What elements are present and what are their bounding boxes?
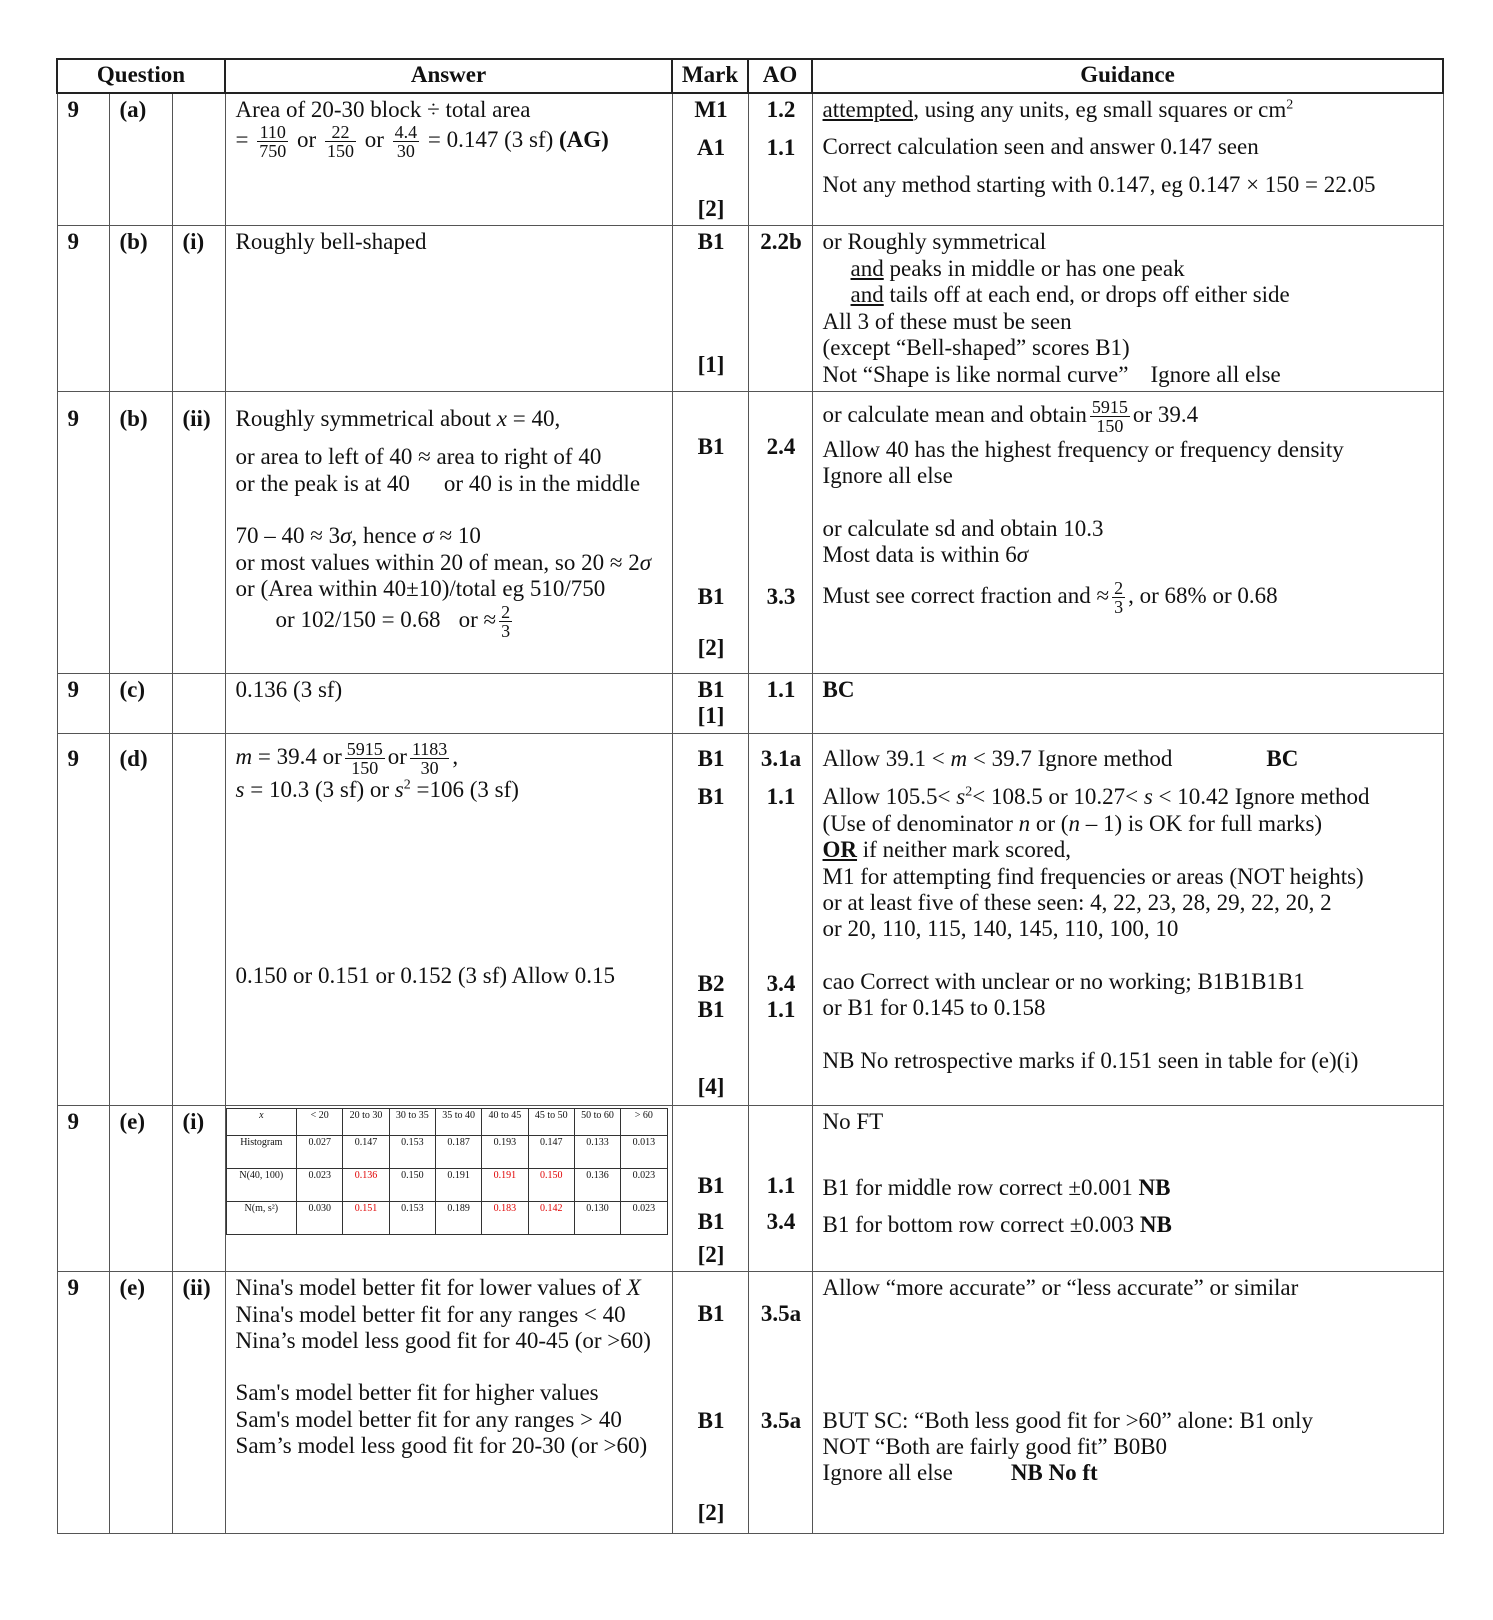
guidance-line: Most data is within 6σ — [822, 542, 1029, 568]
guidance-line: Ignore all else NB No ft — [822, 1460, 1098, 1486]
guidance-line: Allow “more accurate” or “less accurate” or similar — [822, 1275, 1299, 1301]
answer-cell: Roughly bell-shaped — [225, 226, 672, 392]
comparison-header-row — [226, 1108, 667, 1135]
answer-cell — [225, 1105, 672, 1271]
table-header-cell: > 60 — [621, 1108, 667, 1135]
or-text: or — [364, 127, 384, 153]
guidance-line: BUT SC: “Both less good fit for >60” alone: B1 only — [822, 1407, 1313, 1433]
ao-cell — [748, 673, 812, 733]
question-number: 9 — [57, 391, 109, 673]
ao-cell — [748, 226, 812, 392]
mark-total: [2] — [697, 1241, 725, 1267]
guidance-line: or Roughly symmetrical — [822, 229, 1047, 255]
table-cell: 0.136 — [343, 1168, 389, 1201]
question-subpart: (ii) — [172, 1272, 225, 1534]
answer-line: s = 10.3 (3 sf) or $s^2 =106$ (3 sf) — [235, 776, 519, 802]
mark-code: B1 — [697, 1209, 725, 1235]
ao-code: 3.1a — [760, 745, 802, 771]
ao-code: 1.1 — [766, 676, 796, 702]
ao-cell — [748, 1272, 812, 1534]
answer-cell — [225, 1272, 672, 1534]
table-cell: 0.142 — [528, 1201, 574, 1234]
answer-line: Sam's model better fit for any ranges > 40 — [235, 1406, 622, 1432]
question-number: 9 — [57, 1272, 109, 1534]
table-cell: 0.023 — [621, 1168, 667, 1201]
mark-code: B1 — [697, 745, 725, 771]
mark-code: M1 — [694, 97, 728, 122]
table-header-cell: 45 to 50 — [528, 1108, 574, 1135]
ao-code: 3.5a — [760, 1407, 802, 1433]
table-cell: 0.133 — [574, 1135, 620, 1168]
guidance-line: Allow $105.5< s^2< 108.5$ or 10.27< s < 10.42 Ignore method — [822, 784, 1370, 810]
ao-code: 3.4 — [766, 1209, 796, 1235]
answer-line: Nina’s model less good fit for 40-45 (or >60) — [235, 1328, 651, 1353]
question-subpart: (i) — [172, 226, 225, 392]
guidance-cell — [812, 1105, 1443, 1271]
question-part: (d) — [109, 733, 172, 1105]
table-cell: 0.150 — [389, 1168, 435, 1201]
row-9ei — [57, 1105, 1443, 1271]
guidance-line: and tails off at each end, or drops off either side — [850, 282, 1290, 308]
mark-scheme-table — [56, 58, 1444, 1534]
question-number: 9 — [57, 93, 109, 226]
answer-line: Nina's model better fit for any ranges < 40 — [235, 1301, 626, 1327]
question-part: (c) — [109, 673, 172, 733]
guidance-line: B1 for middle row correct ±0.001 NB — [822, 1175, 1171, 1201]
question-part: (b) — [109, 391, 172, 673]
table-row-sam — [226, 1201, 667, 1234]
mark-total: [1] — [697, 351, 725, 377]
question-subpart — [172, 93, 225, 226]
table-cell: 0.027 — [297, 1135, 343, 1168]
question-subpart: (i) — [172, 1105, 225, 1271]
table-header-cell: x — [226, 1108, 297, 1135]
mark-code: A1 — [696, 135, 726, 161]
ao-cell — [748, 733, 812, 1105]
table-cell: 0.183 — [482, 1201, 528, 1234]
ag-label: (AG) — [559, 127, 609, 153]
guidance-line: M1 for attempting find frequencies or areas (NOT heights) — [822, 863, 1364, 889]
mark-code: B1 — [697, 1301, 725, 1327]
ao-code: 1.1 — [766, 1172, 796, 1198]
answer-line: or area to left of 40 ≈ area to right of 40 — [235, 444, 602, 470]
row-label: N(m, s²) — [226, 1201, 297, 1234]
table-header-cell: < 20 — [297, 1108, 343, 1135]
guidance-line: attempted, using any units, eg small squares or $cm^2$ — [822, 97, 1294, 122]
mark-cell — [672, 226, 748, 392]
guidance-line: cao Correct with unclear or no working; B1B1B1B1 — [822, 968, 1305, 994]
table-cell: 0.030 — [297, 1201, 343, 1234]
mark-code: B1 — [697, 1172, 725, 1198]
guidance-cell — [812, 391, 1443, 673]
guidance-cell — [812, 226, 1443, 392]
fraction: $\frac{110}{750}$ — [259, 122, 287, 162]
header-mark: Mark — [672, 59, 748, 93]
ao-cell — [748, 93, 812, 226]
guidance-line: (except “Bell-shaped” scores B1) — [822, 335, 1130, 361]
guidance-line: or 20, 110, 115, 140, 145, 110, 100, 10 — [822, 916, 1179, 942]
mark-cell — [672, 1105, 748, 1271]
guidance-cell: BC — [812, 673, 1443, 733]
fraction: $\frac{4.4}{30}$ — [394, 122, 418, 162]
guidance-line: OR if neither mark scored, — [822, 837, 1071, 863]
ao-code: 1.2 — [766, 97, 796, 122]
table-cell: 0.023 — [621, 1201, 667, 1234]
answer-line: Sam’s model less good fit for 20-30 (or >60) — [235, 1433, 648, 1459]
guidance-line: or B1 for 0.145 to 0.158 — [822, 995, 1046, 1021]
answer-line: Roughly symmetrical about x = 40, — [235, 405, 561, 431]
guidance-line: or calculate sd and obtain 10.3 — [822, 515, 1104, 541]
question-part: (b) — [109, 226, 172, 392]
guidance-cell — [812, 93, 1443, 226]
guidance-line: or at least five of these seen: 4, 22, 23, 28, 29, 22, 20, 2 — [822, 890, 1332, 915]
row-9eii — [57, 1272, 1443, 1534]
question-part: (a) — [109, 93, 172, 226]
mark-code: B1 — [697, 433, 725, 459]
or-text: or — [297, 127, 317, 153]
table-header-cell: 50 to 60 — [574, 1108, 620, 1135]
table-header-cell: 30 to 35 — [389, 1108, 435, 1135]
table-cell: 0.136 — [574, 1168, 620, 1201]
mark-total: [1] — [697, 703, 725, 729]
table-cell: 0.191 — [482, 1168, 528, 1201]
ao-cell — [748, 391, 812, 673]
mark-cell — [672, 1272, 748, 1534]
answer-line: Nina's model better fit for lower values of X — [235, 1275, 641, 1301]
mark-code: B2 — [697, 970, 725, 996]
row-9c — [57, 673, 1443, 733]
guidance-line: No FT — [822, 1108, 884, 1134]
question-part: (e) — [109, 1105, 172, 1271]
question-subpart — [172, 673, 225, 733]
mark-code: B1 — [697, 229, 725, 255]
answer-line: or (Area within 40±10)/total eg 510/750 — [235, 576, 606, 602]
ao-code: 1.1 — [766, 997, 796, 1023]
row-9a — [57, 93, 1443, 226]
question-subpart: (ii) — [172, 391, 225, 673]
fraction: $\frac{22}{150}$ — [326, 122, 354, 162]
mark-total: [2] — [697, 634, 725, 660]
guidance-line: Must see correct fraction and ≈ $\frac{2}{3}$ , or 68% or 0.68 — [822, 577, 1278, 617]
question-number: 9 — [57, 226, 109, 392]
guidance-line: NOT “Both are fairly good fit” B0B0 — [822, 1434, 1168, 1459]
row-9bi — [57, 226, 1443, 392]
table-cell: 0.153 — [389, 1201, 435, 1234]
table-header-cell: 40 to 45 — [482, 1108, 528, 1135]
result-text: = 0.147 (3 sf) — [427, 127, 554, 153]
guidance-line: Allow 39.1 < m < 39.7 Ignore method BC — [822, 745, 1299, 771]
guidance-line: (Use of denominator n or (n – 1) is OK for full marks) — [822, 810, 1323, 836]
guidance-line: B1 for bottom row correct ±0.003 NB — [822, 1211, 1172, 1237]
row-label: Histogram — [226, 1135, 297, 1168]
answer-cell — [225, 391, 672, 673]
answer-line — [236, 123, 664, 160]
equals-sign: = — [235, 127, 249, 153]
ao-code: 3.4 — [766, 970, 796, 996]
mark-code: B1 — [697, 676, 725, 702]
question-number: 9 — [57, 733, 109, 1105]
question-part: (e) — [109, 1272, 172, 1534]
question-number: 9 — [57, 673, 109, 733]
guidance-line: Correct calculation seen and answer 0.147 seen — [822, 134, 1259, 160]
header-ao: AO — [748, 59, 812, 93]
ao-code: 1.1 — [766, 784, 796, 810]
mark-cell — [672, 93, 748, 226]
table-cell: 0.189 — [435, 1201, 481, 1234]
answer-line: or 102/150 = 0.68 or ≈ $\frac{2}{3}$ — [275, 601, 511, 641]
table-cell: 0.013 — [621, 1135, 667, 1168]
question-subpart — [172, 733, 225, 1105]
answer-cell — [225, 93, 672, 226]
mark-code: B1 — [697, 584, 725, 610]
table-cell: 0.147 — [528, 1135, 574, 1168]
table-cell: 0.191 — [435, 1168, 481, 1201]
guidance-line: and peaks in middle or has one peak — [850, 255, 1185, 281]
guidance-line: Allow 40 has the highest frequency or frequency density — [822, 436, 1344, 462]
guidance-line: Not any method starting with 0.147, eg 0.147 × 150 = 22.05 — [822, 171, 1376, 197]
mark-total: [4] — [697, 1073, 725, 1099]
answer-line: m = 39.4 or $\frac{5915}{150}$ or $\frac{1183}{30}$ , — [235, 738, 459, 778]
table-cell: 0.147 — [343, 1135, 389, 1168]
ao-code: 3.3 — [766, 584, 796, 610]
mark-code: B1 — [697, 997, 725, 1023]
table-cell: 0.150 — [528, 1168, 574, 1201]
table-cell: 0.153 — [389, 1135, 435, 1168]
header-row — [57, 59, 1443, 93]
table-header-cell: 20 to 30 — [343, 1108, 389, 1135]
ao-code: 1.1 — [766, 135, 796, 161]
answer-line: 0.150 or 0.151 or 0.152 (3 sf) Allow 0.15 — [235, 963, 616, 989]
mark-code: B1 — [697, 784, 725, 810]
answer-line: Area of 20-30 block ÷ total area — [235, 97, 531, 122]
header-guidance: Guidance — [812, 59, 1443, 93]
table-cell: 0.130 — [574, 1201, 620, 1234]
question-number: 9 — [57, 1105, 109, 1271]
ao-code: 2.4 — [766, 433, 796, 459]
mark-scheme-sheet — [56, 58, 1442, 1534]
mark-total: [2] — [697, 195, 725, 221]
table-row-nina — [226, 1168, 667, 1201]
answer-line: Sam's model better fit for higher values — [235, 1380, 599, 1406]
guidance-line: Ignore all else — [822, 463, 953, 489]
table-cell: 0.023 — [297, 1168, 343, 1201]
answer-line: or most values within 20 of mean, so 20 ≈ 2σ — [235, 549, 652, 575]
answer-cell — [225, 733, 672, 1105]
header-question: Question — [57, 59, 225, 93]
guidance-line: All 3 of these must be seen — [822, 308, 1072, 334]
ao-cell — [748, 1105, 812, 1271]
guidance-cell — [812, 1272, 1443, 1534]
mark-cell — [672, 391, 748, 673]
row-9bii — [57, 391, 1443, 673]
mark-total: [2] — [697, 1500, 725, 1525]
answer-line: 70 – 40 ≈ 3σ, hence σ ≈ 10 — [235, 523, 481, 549]
table-row-histogram — [226, 1135, 667, 1168]
guidance-line: NB No retrospective marks if 0.151 seen in table for (e)(i) — [822, 1047, 1359, 1073]
answer-line: or the peak is at 40 or 40 is in the middle — [235, 470, 641, 496]
ao-code: 3.5a — [760, 1301, 802, 1327]
answer-cell: 0.136 (3 sf) — [225, 673, 672, 733]
mark-code: B1 — [697, 1407, 725, 1433]
mark-cell — [672, 733, 748, 1105]
row-9d — [57, 733, 1443, 1105]
table-cell: 0.193 — [482, 1135, 528, 1168]
comparison-table — [226, 1108, 668, 1235]
ao-code: 2.2b — [760, 229, 802, 255]
table-header-cell: 35 to 40 — [435, 1108, 481, 1135]
guidance-line: or calculate mean and obtain $\frac{5915}{150}$ or 39.4 — [822, 396, 1199, 436]
guidance-cell — [812, 733, 1443, 1105]
table-cell: 0.187 — [435, 1135, 481, 1168]
table-cell: 0.151 — [343, 1201, 389, 1234]
guidance-line: Not “Shape is like normal curve” Ignore all else — [822, 361, 1281, 387]
mark-cell — [672, 673, 748, 733]
row-label: N(40, 100) — [226, 1168, 297, 1201]
header-answer: Answer — [225, 59, 672, 93]
